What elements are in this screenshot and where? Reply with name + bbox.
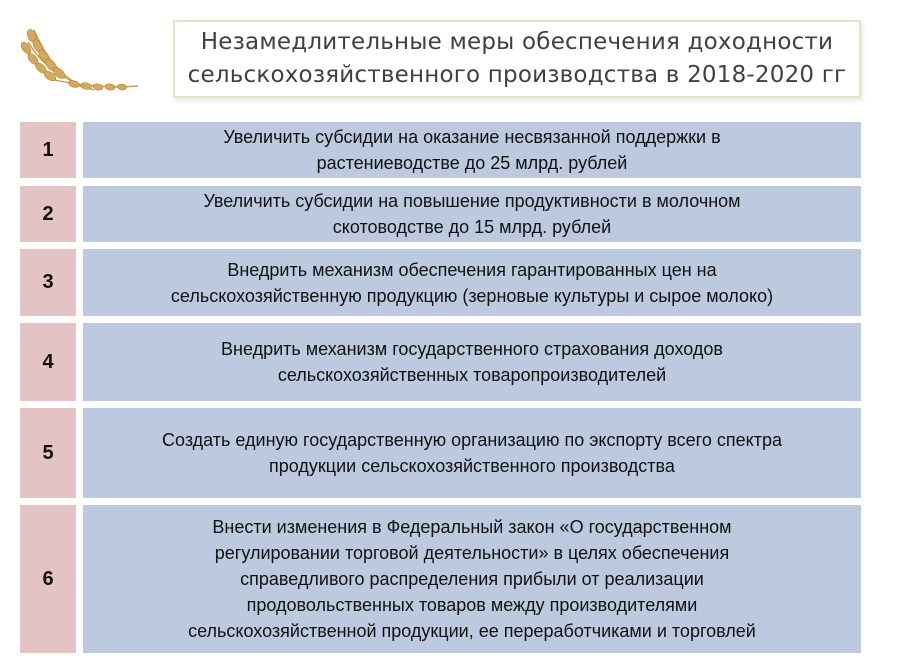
- measure-text-cell: [83, 249, 861, 316]
- measure-number: 2: [20, 186, 76, 242]
- measure-number: 1: [20, 122, 76, 178]
- measure-row: [20, 186, 861, 242]
- measure-text-cell: [83, 186, 861, 242]
- measure-text: Внедрить механизм обеспечения гарантированных цен на сельскохозяйственную продукцию (зерновые культуры и сырое молоко): [170, 259, 774, 306]
- measure-number: 6: [20, 505, 76, 653]
- slide-title: Незамедлительные меры обеспечения доходности сельскохозяйственного производства в 2018-2020 гг: [187, 29, 847, 88]
- wheat-decoration-icon: [14, 22, 144, 102]
- measure-text: Увеличить субсидии на оказание несвязанной поддержки в растениеводстве до 25 млрд. рублей: [223, 127, 721, 173]
- measure-text: Создать единую государственную организацию по экспорту всего спектра продукции сельскохозяйственного производства: [162, 430, 782, 476]
- measure-row: [20, 408, 861, 498]
- measure-row: [20, 249, 861, 316]
- measure-text-cell: [83, 122, 861, 178]
- slide-title-box: [173, 20, 861, 98]
- measure-text-cell: [83, 408, 861, 498]
- measure-text-cell: [83, 323, 861, 401]
- measure-text: Внести изменения в Федеральный закон «О государственном регулировании торговой деятельности» в целях обеспечения справедливого распределения прибыли от реализации продовольственных товаров между производителями сельскохозяйственной продукции, ее переработчиками и торговлей: [188, 517, 756, 641]
- measure-text: Внедрить механизм государственного страхования доходов сельскохозяйственных товаропроизводителей: [221, 339, 723, 385]
- measure-number: 3: [20, 249, 76, 316]
- measure-text: Увеличить субсидии на повышение продуктивности в молочном скотоводстве до 15 млрд. рублей: [203, 191, 741, 237]
- measure-number: 5: [20, 408, 76, 498]
- measure-row: [20, 122, 861, 178]
- measure-number: 4: [20, 323, 76, 401]
- measure-row: [20, 323, 861, 401]
- measure-text-cell: [83, 505, 861, 653]
- measure-row: [20, 505, 861, 653]
